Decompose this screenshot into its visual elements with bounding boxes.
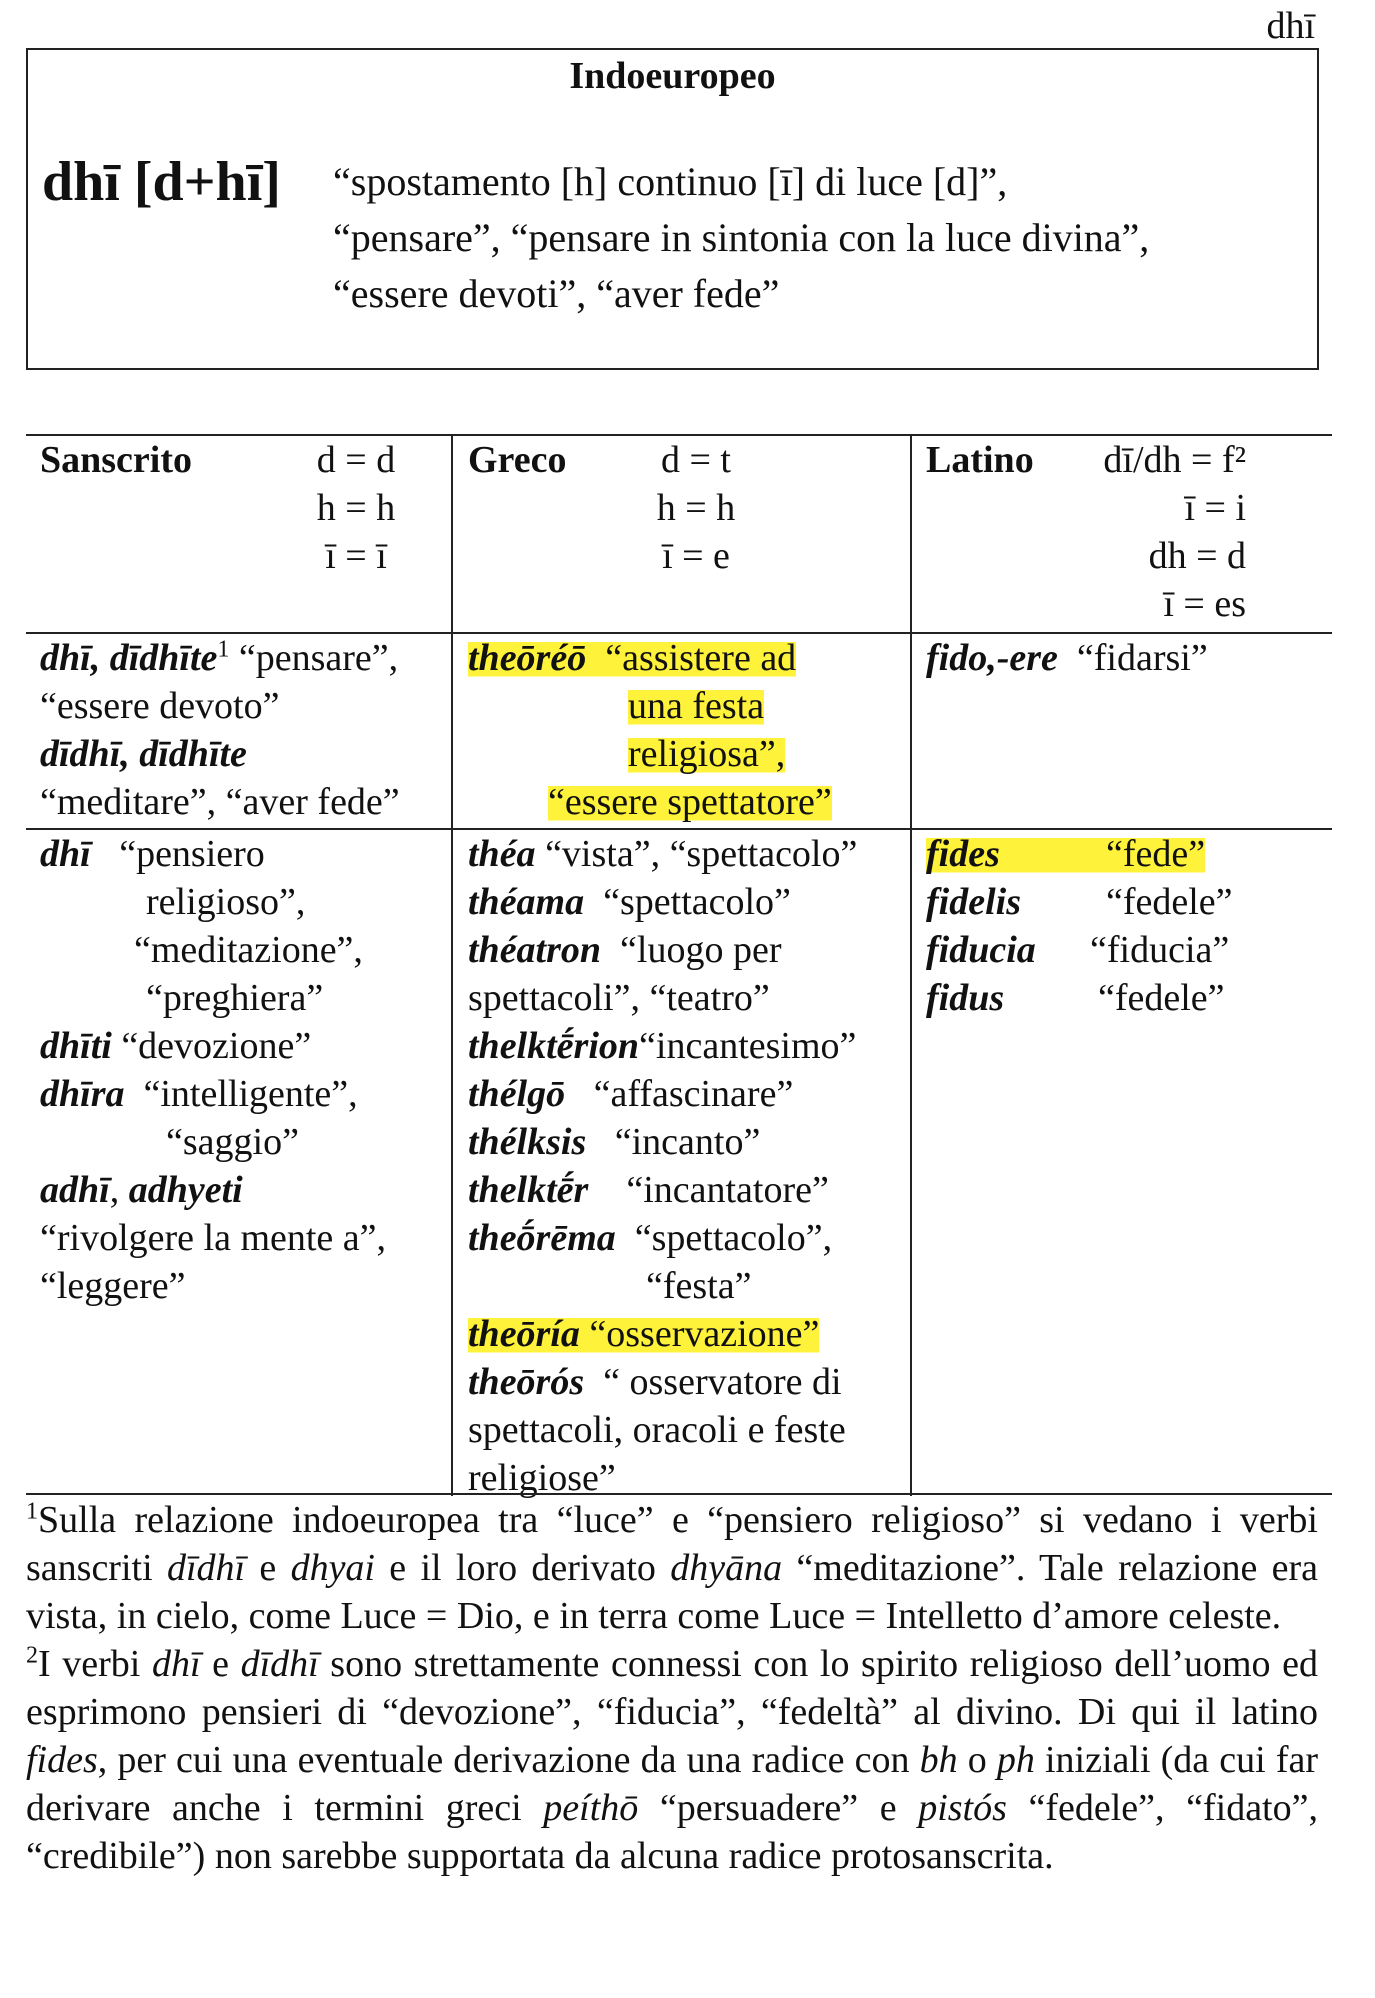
latin-header [926,436,1034,484]
entry-line: fido,-ere “fidarsi” [926,637,1208,679]
entry-line: religiose” [468,1457,616,1499]
rule: dī/dh = f² [1103,439,1246,481]
footnotes [26,1496,1318,1880]
rule: ī = es [1163,583,1246,625]
entry-line: thélksis “incanto” [468,1121,761,1163]
highlight: fides “fede” [926,833,1206,875]
entry-line: théatron “luogo per [468,929,782,971]
sanskrit-row3 [40,830,386,1310]
entry-line: fiducia “fiducia” [926,929,1230,971]
gloss-line: “pensare”, “pensare in sintonia con la luce divina”, [333,215,1150,260]
sanskrit-row2 [40,634,400,826]
entry-line: una festa [628,685,765,727]
entry-line: théama “spettacolo” [468,881,791,923]
entry-line: theṓrēma “spettacolo”, [468,1217,833,1259]
rule: dh = d [1148,535,1246,577]
sanskrit-header [40,436,192,484]
entry-line: “essere devoto” [40,685,280,727]
gloss-line: “essere devoti”, “aver fede” [333,271,780,316]
entry-line: “saggio” [166,1121,299,1163]
entry-line: “leggere” [40,1265,186,1307]
highlight: theōría “osservazione” [468,1313,820,1355]
rule: ī = i [1184,487,1246,529]
entry-line [468,1310,857,1358]
entry-line: thelktḗrion“incantesimo” [468,1025,857,1067]
entry-line: “essere spettatore” [548,781,832,823]
footnote-1: $^1$Sulla relazione indoeuropea tra “luce” e “pensiero religioso” si vedano i verbi sanscriti dīdhī e dhyai e il loro derivato dhyāna “meditazione”. Tale relazione era vista, in cielo, come Luce = Dio, e in terra come Luce = Intelletto d’amore celeste. [26,1498,1319,1637]
greek-header [468,436,566,484]
entry-line [926,830,1233,878]
indoeuropean-box [26,48,1319,370]
entry-line: thélgō “affascinare” [468,1073,794,1115]
root-form: dhī [d+hī] [42,151,281,213]
entry-line: spettacoli, oracoli e feste [468,1409,846,1451]
latin-row3 [926,830,1233,1022]
entry-line: adhī, adhyeti [40,1169,243,1211]
entry-line: fidus “fedele” [926,977,1225,1019]
greek-rules [626,436,766,580]
latin-rules [1066,436,1246,628]
highlight: theōréō “assistere ad [468,637,797,679]
rule: h = h [656,487,736,529]
entry-line: spettacoli”, “teatro” [468,977,770,1019]
gloss-line: “spostamento [h] continuo [ī] di luce [d]”, [333,159,1008,204]
latin-title: Latino [926,439,1034,481]
entry-line: “preghiera” [146,977,324,1019]
latin-row2 [926,634,1208,682]
entry-line: “meditare”, “aver fede” [40,781,400,823]
entry-line: dīdhī, dīdhīte [40,733,247,775]
rule: d = d [316,439,396,481]
entry-line: dhī, dīdhīte$^1$ “pensare”, [40,636,399,679]
comparison-table [26,434,1332,1499]
page-label: dhī [1266,5,1315,47]
greek-row3 [468,830,857,1502]
column-divider [451,436,453,1496]
box-title: Indoeuropeo [569,55,776,97]
entry-line: “festa” [646,1265,752,1307]
entry-line: fidelis “fedele” [926,881,1233,923]
entry-line: religiosa”, [628,733,786,775]
sanskrit-title: Sanscrito [40,439,192,481]
greek-title: Greco [468,439,567,481]
column-divider [910,436,912,1496]
sanskrit-rules [286,436,426,580]
entry-line: “rivolgere la mente a”, [40,1217,387,1259]
entry-line: dhī “pensiero [40,833,265,875]
entry-line: dhīra “intelligente”, [40,1073,358,1115]
entry-line: thelktḗr “incantatore” [468,1169,829,1211]
entry-line: religioso”, [146,881,306,923]
rule: d = t [661,439,731,481]
table-bottom-rule [26,1493,1332,1495]
rule: h = h [316,487,396,529]
rule: ī = ī [325,535,387,577]
root-gloss [333,154,1149,322]
entry-line: théa “vista”, “spettacolo” [468,833,858,875]
entry-line: “meditazione”, [134,929,363,971]
entry-line: theōrós “ osservatore di [468,1361,842,1403]
footnote-2: $^2$I verbi dhī e dīdhī sono strettamente connessi con lo spirito religioso dell’uomo ed esprimono pensieri di “devozione”, “fiducia”, “fedeltà” al divino. Di qui il latino fides, per cui una eventuale derivazione da una radice con bh o ph iniziali (da cui far derivare anche i termini greci peíthō “persuadere” e pistós “fedele”, “fidato”, “credibile”) non sarebbe supportata da alcuna radice protosanscrita. [26,1642,1319,1877]
greek-row2 [468,634,832,826]
rule: ī = e [662,535,730,577]
entry-line [468,634,832,682]
entry-line: dhīti “devozione” [40,1025,312,1067]
